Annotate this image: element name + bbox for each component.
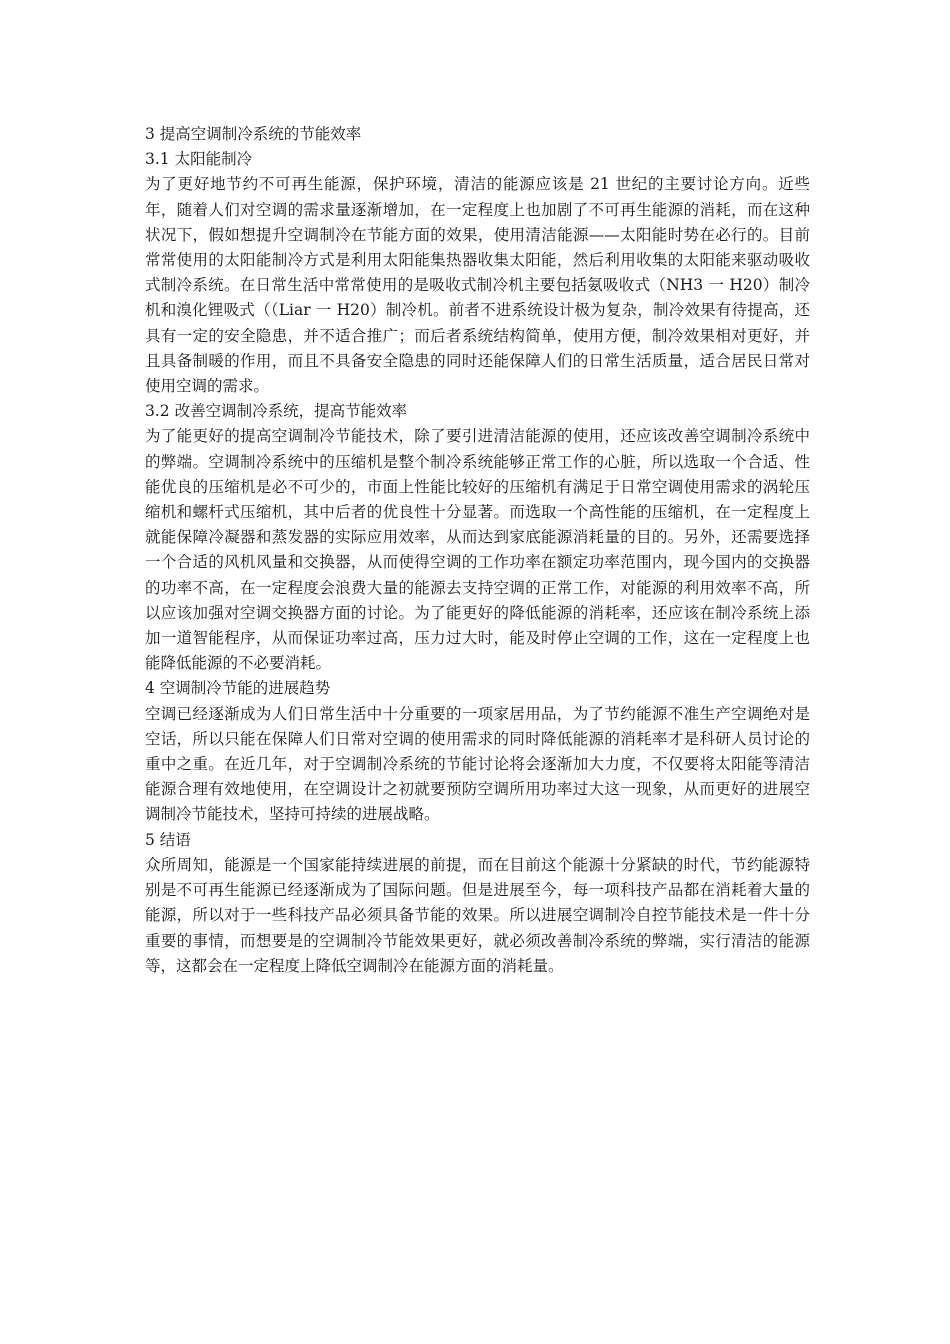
section-heading-3: 3 提高空调制冷系统的节能效率 bbox=[145, 125, 362, 143]
section-heading-3-2: 3.2 改善空调制冷系统，提高节能效率 bbox=[145, 402, 408, 421]
section-heading-3-1: 3.1 太阳能制冷 bbox=[145, 150, 253, 169]
paragraph-improve-system: 为了能更好的提高空调制冷节能技术，除了要引进清洁能源的使用，还应该改善空调制冷系统中的弊端。空调制冷系统中的压缩机是整个制冷系统能够正常工作的心脏，所以选取一个合适、性能优良的压缩机是必不可少的，市面上性能比较好的压缩机有满足于日常空调使用需求的涡轮压缩机和螺杆式压缩机，其中后者的优良性十分显著。而选取一个高性能的压缩机，在一定程度上就能保障冷凝器和蒸发器的实际应用效率，从而达到家底能源消耗量的目的。另外，还需要选择一个合适的风机风量和交换器，从而使得空调的工作功率在额定功率范围内，现今国内的交换器的功率不高，在一定程度会浪费大量的能源去支持空调的正常工作，对能源的利用效率不高，所以应该加强对空调交换器方面的讨论。为了能更好的降低能源的消耗率，还应该在制冷系统上添加一道智能程序，从而保证功率过高，压力过大时，能及时停止空调的工作，这在一定程度上也能降低能源的不必要消耗。 bbox=[145, 427, 810, 673]
section-heading-5: 5 结语 bbox=[145, 830, 191, 849]
paragraph-trends: 空调已经逐渐成为人们日常生活中十分重要的一项家居用品，为了节约能源不准生产空调绝对是空话，所以只能在保障人们日常对空调的使用需求的同时降低能源的消耗率才是科研人员讨论的重中之重。在近几年，对于空调制冷系统的节能讨论将会逐渐加大力度，不仅要将太阳能等清洁能源合理有效地使用，在空调设计之初就要预防空调所用功率过大这一现象，从而更好的进展空调制冷节能技术，坚持可持续的进展战略。 bbox=[145, 704, 810, 824]
paragraph-conclusion: 众所周知，能源是一个国家能持续进展的前提，而在目前这个能源十分紧缺的时代，节约能源特别是不可再生能源已经逐渐成为了国际问题。但是进展至今，每一项科技产品都在消耗着大量的能源，所以对于一些科技产品必须具备节能的效果。所以进展空调制冷自控节能技术是一件十分重要的事情，而想要是的空调制冷节能效果更好，就必须改善制冷系统的弊端，实行清洁的能源等，这都会在一定程度上降低空调制冷在能源方面的消耗量。 bbox=[145, 855, 810, 975]
document-page bbox=[145, 122, 810, 979]
paragraph-solar-cooling: 为了更好地节约不可再生能源，保护环境，清洁的能源应该是 21 世纪的主要讨论方向。近些年，随着人们对空调的需求量逐渐增加，在一定程度上也加剧了不可再生能源的消耗，而在这种状况下，假如想提升空调制冷在节能方面的效果，使用清洁能源——太阳能时势在必行的。目前常常使用的太阳能制冷方式是利用太阳能集热器收集太阳能，然后利用收集的太阳能来驱动吸收式制冷系统。在日常生活中常常使用的是吸收式制冷机主要包括氨吸收式（NH3 一 H20）制冷机和溴化锂吸式（（Liar 一 H20）制冷机。前者不进系统设计极为复杂，制冷效果有待提高，还具有一定的安全隐患，并不适合推广；而后者系统结构简单，使用方便，制冷效果相对更好，并且具备制暖的作用，而且不具备安全隐患的同时还能保障人们的日常生活质量，适合居民日常对使用空调的需求。 bbox=[145, 175, 810, 396]
section-heading-4: 4 空调制冷节能的进展趋势 bbox=[145, 679, 331, 698]
